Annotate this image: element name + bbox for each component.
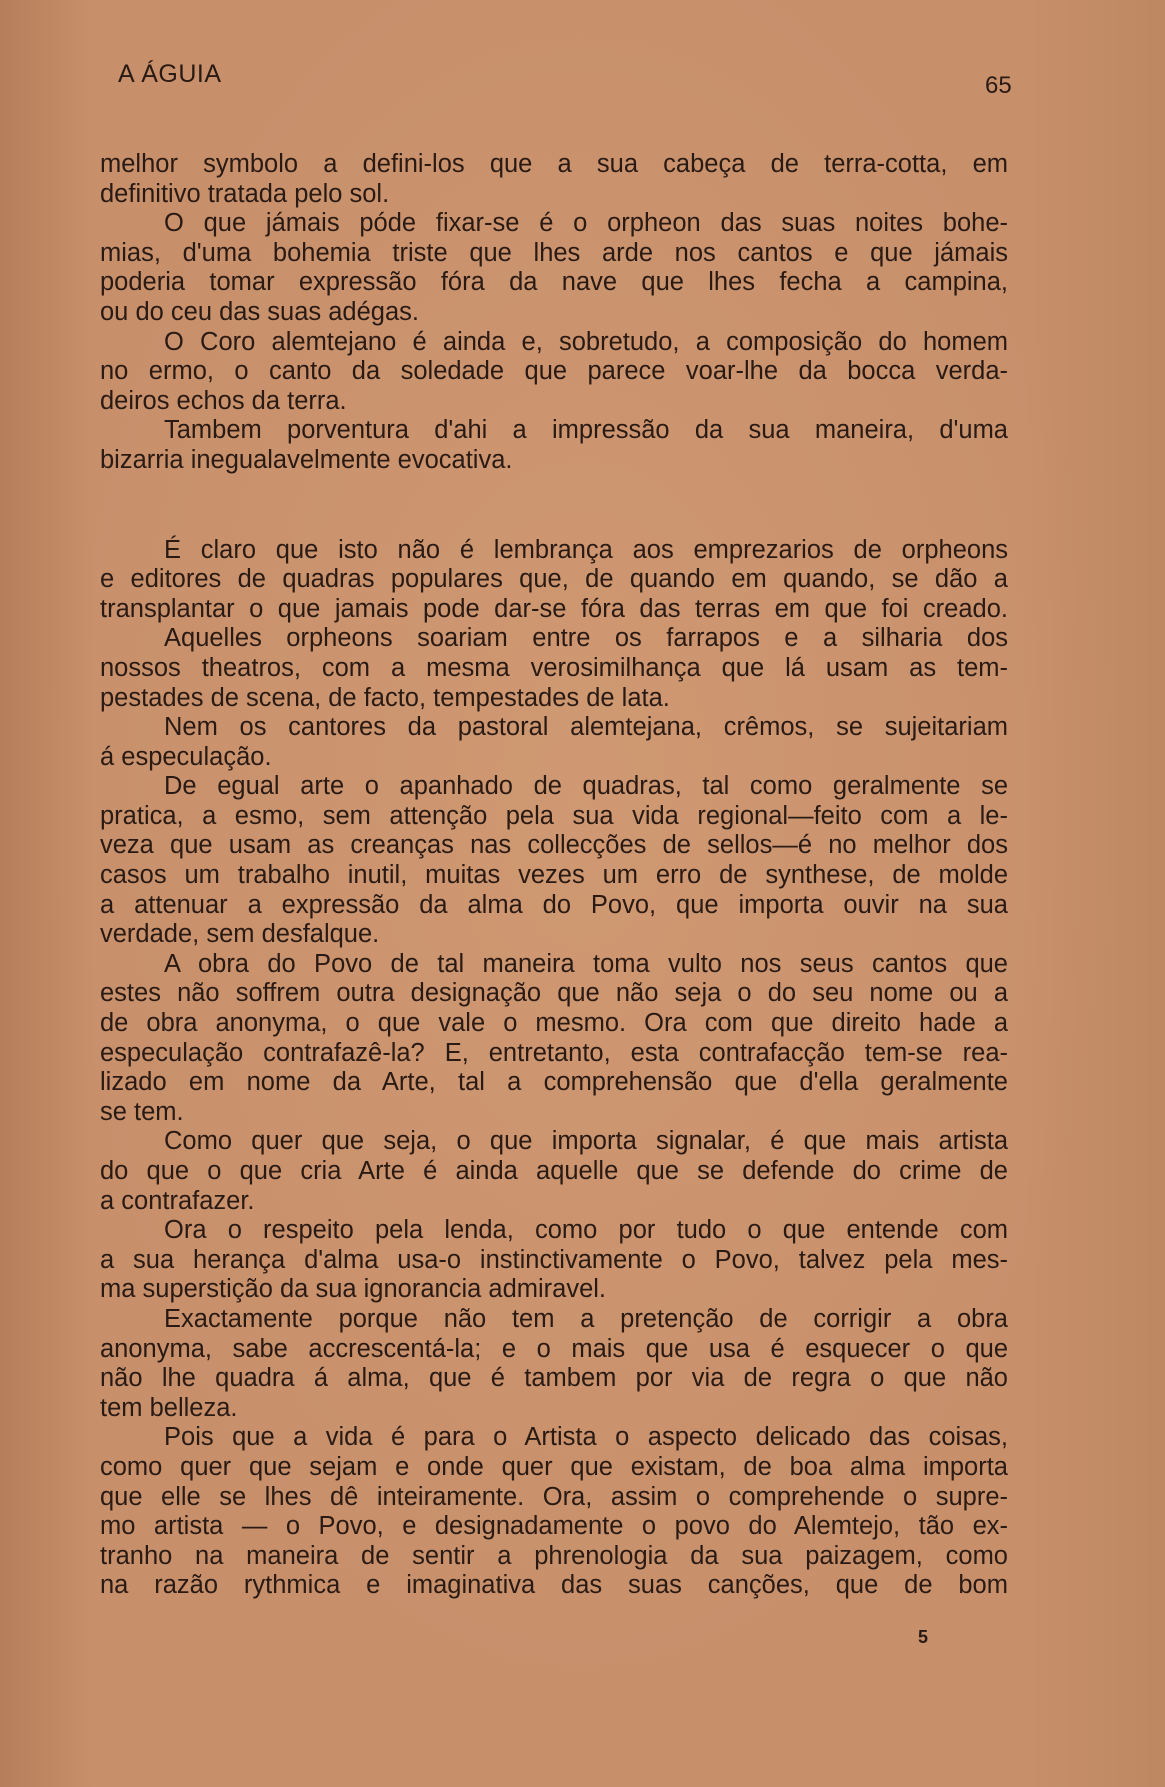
text-line: ma superstição da sua ignorancia admiravel.	[100, 1275, 607, 1304]
text-line: não lhe quadra á alma, que é tambem por via de regra o que não	[100, 1364, 1008, 1393]
text-line: pratica, a esmo, sem attenção pela sua vida regional—feito com a le-	[100, 801, 1008, 830]
text-line: á especulação.	[100, 742, 272, 771]
text-line: Tambem porventura d'ahi a impressão da sua maneira, d'uma	[164, 416, 1008, 445]
text-line: bizarria inegualavelmente evocativa.	[100, 445, 513, 474]
text-line: estes não soffrem outra designação que não seja o do seu nome ou a	[100, 979, 1008, 1008]
text-line: definitivo tratada pelo sol.	[100, 179, 390, 208]
text-line: Ora o respeito pela lenda, como por tudo o que entende com	[164, 1216, 1008, 1245]
text-line: Como quer que seja, o que importa signalar, é que mais artista	[164, 1127, 1008, 1156]
text-line: que elle se lhes dê inteiramente. Ora, assim o comprehende o supre-	[100, 1482, 1008, 1511]
text-line: se tem.	[100, 1097, 184, 1126]
text-line: como quer que sejam e onde quer que existam, de boa alma importa	[100, 1452, 1008, 1481]
text-line: melhor symbolo a defini-los que a sua cabeça de terra-cotta, em	[100, 150, 1008, 178]
text-line: casos um trabalho inutil, muitas vezes um erro de synthese, de molde	[100, 861, 1008, 890]
text-line: Nem os cantores da pastoral alemtejana, crêmos, se sujeitariam	[164, 713, 1008, 742]
text-line: verdade, sem desfalque.	[100, 920, 380, 949]
text-line: de obra anonyma, o que vale o mesmo. Ora com que direito hade a	[100, 1009, 1008, 1038]
text-line: poderia tomar expressão fóra da nave que lhes fecha a campina,	[100, 268, 1008, 297]
running-header-title: A ÁGUIA	[118, 60, 222, 88]
text-line: mo artista — o Povo, e designadamente o povo do Alemtejo, tão ex-	[100, 1512, 1008, 1541]
text-line: Pois que a vida é para o Artista o aspecto delicado das coisas,	[164, 1423, 1008, 1452]
text-line: O Coro alemtejano é ainda e, sobretudo, a composição do homem	[164, 327, 1008, 356]
text-line: a contrafazer.	[100, 1186, 255, 1215]
page-number: 65	[985, 72, 1012, 99]
text-line: lizado em nome da Arte, tal a comprehensão que d'ella geralmente	[100, 1068, 1008, 1097]
text-line: nossos theatros, com a mesma verosimilhança que lá usam as tem-	[100, 653, 1008, 682]
text-line: ou do ceu das suas adégas.	[100, 297, 419, 326]
text-line: O que jámais póde fixar-se é o orpheon das suas noites bohe-	[164, 209, 1008, 238]
text-line: veza que usam as creanças nas collecções de sellos—é no melhor dos	[100, 831, 1008, 860]
text-line: pestades de scena, de facto, tempestades de lata.	[100, 683, 670, 712]
text-line: a sua herança d'alma usa-o instinctivamente o Povo, talvez pela mes-	[100, 1245, 1008, 1274]
text-line: Aquelles orpheons soariam entre os farrapos e a silharia dos	[164, 624, 1008, 653]
text-line: De egual arte o apanhado de quadras, tal como geralmente se	[164, 772, 1008, 801]
section-break	[100, 476, 1008, 536]
text-line: do que o que cria Arte é ainda aquelle que se defende do crime de	[100, 1157, 1008, 1185]
text-line: transplantar o que jamais pode dar-se fóra das terras em que foi creado.	[100, 594, 1008, 623]
text-line: mias, d'uma bohemia triste que lhes arde nos cantos e que jámais	[100, 238, 1008, 267]
text-line: Exactamente porque não tem a pretenção de corrigir a obra	[164, 1304, 1008, 1333]
text-line: anonyma, sabe accrescentá-la; e o mais que usa é esquecer o que	[100, 1334, 1008, 1363]
text-line: na razão rythmica e imaginativa das suas canções, que de bom	[100, 1571, 1008, 1600]
text-line: deiros echos da terra.	[100, 386, 347, 415]
text-line: tem belleza.	[100, 1393, 238, 1422]
text-line: especulação contrafazê-la? E, entretanto, esta contrafacção tem-se rea-	[100, 1038, 1008, 1067]
text-line: tranho na maneira de sentir a phrenologia da sua paizagem, como	[100, 1541, 1008, 1570]
text-line: no ermo, o canto da soledade que parece voar-lhe da bocca verda-	[100, 357, 1008, 386]
body-text	[100, 150, 1008, 1601]
text-line: É claro que isto não é lembrança aos emprezarios de orpheons	[164, 535, 1008, 564]
text-line: e editores de quadras populares que, de quando em quando, se dão a	[100, 565, 1008, 594]
text-line: a attenuar a expressão da alma do Povo, que importa ouvir na sua	[100, 890, 1008, 919]
signature-mark: 5	[918, 1627, 929, 1647]
text-line: A obra do Povo de tal maneira toma vulto nos seus cantos que	[164, 949, 1008, 978]
